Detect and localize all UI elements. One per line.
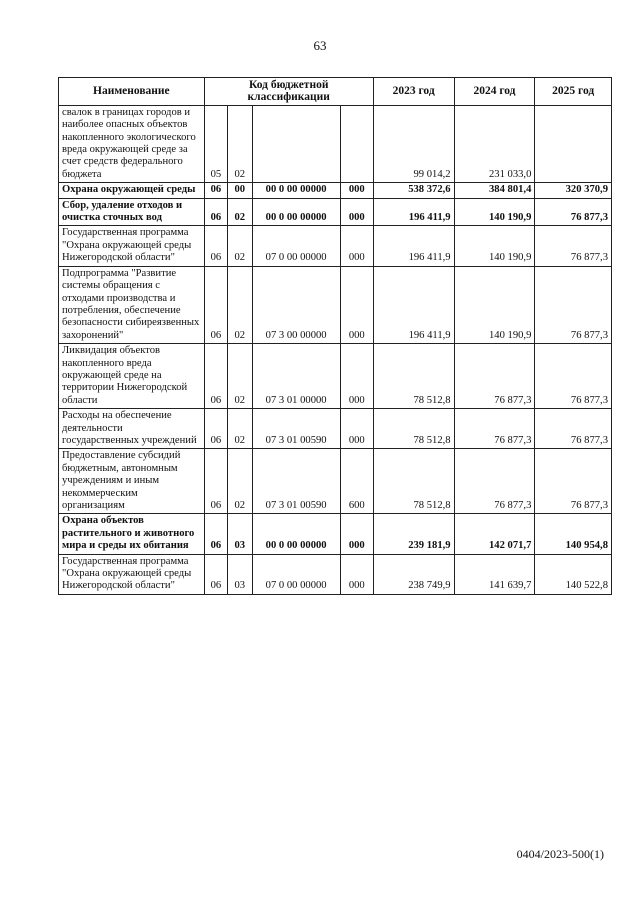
row-expense-type: 600 (340, 449, 373, 514)
row-name: Охрана окружающей среды (59, 183, 205, 198)
header-name: Наименование (59, 78, 205, 106)
row-section: 06 (204, 198, 227, 226)
row-section: 05 (204, 105, 227, 182)
row-2024: 140 190,9 (454, 198, 535, 226)
row-2023: 78 512,8 (373, 344, 454, 409)
table-row (59, 266, 612, 343)
row-2025: 76 877,3 (535, 449, 612, 514)
row-2025: 76 877,3 (535, 226, 612, 266)
row-target-article: 00 0 00 00000 (252, 183, 340, 198)
table-row (59, 409, 612, 449)
row-section: 06 (204, 266, 227, 343)
row-subsection: 02 (228, 226, 252, 266)
table-row (59, 226, 612, 266)
row-subsection: 02 (228, 105, 252, 182)
page-number: 63 (313, 38, 327, 53)
row-name: Подпрограмма "Развитие системы обращения с отходами производства и потребления, обеспечение безопасности сибиреязвенных захоронений" (59, 266, 205, 343)
header-2025: 2025 год (535, 78, 612, 106)
row-2023: 239 181,9 (373, 514, 454, 554)
row-2025: 140 522,8 (535, 554, 612, 594)
row-expense-type: 000 (340, 266, 373, 343)
row-target-article: 07 0 00 00000 (252, 554, 340, 594)
row-target-article: 07 3 01 00590 (252, 409, 340, 449)
row-expense-type: 000 (340, 409, 373, 449)
table-row (59, 344, 612, 409)
row-name: Предоставление субсидий бюджетным, автономным учреждениям и иным некоммерческим организациям (59, 449, 205, 514)
document-code: 0404/2023-500(1) (516, 847, 604, 861)
row-2024: 384 801,4 (454, 183, 535, 198)
row-2025: 140 954,8 (535, 514, 612, 554)
row-name: Охрана объектов растительного и животного мира и среды их обитания (59, 514, 205, 554)
header-2023: 2023 год (373, 78, 454, 106)
row-2024: 142 071,7 (454, 514, 535, 554)
row-section: 06 (204, 449, 227, 514)
header-row (59, 78, 612, 106)
table-row (59, 183, 612, 198)
row-target-article: 00 0 00 00000 (252, 514, 340, 554)
row-2025: 320 370,9 (535, 183, 612, 198)
row-section: 06 (204, 344, 227, 409)
row-2023: 538 372,6 (373, 183, 454, 198)
row-2023: 196 411,9 (373, 198, 454, 226)
row-subsection: 02 (228, 409, 252, 449)
row-subsection: 00 (228, 183, 252, 198)
row-expense-type: 000 (340, 344, 373, 409)
row-expense-type (340, 105, 373, 182)
row-name: Ликвидация объектов накопленного вреда окружающей среде на территории Нижегородской области (59, 344, 205, 409)
row-target-article: 07 0 00 00000 (252, 226, 340, 266)
row-2024: 140 190,9 (454, 226, 535, 266)
row-target-article (252, 105, 340, 182)
budget-table (58, 77, 612, 595)
row-2023: 196 411,9 (373, 226, 454, 266)
table-row (59, 514, 612, 554)
row-section: 06 (204, 514, 227, 554)
row-2024: 76 877,3 (454, 449, 535, 514)
row-2023: 196 411,9 (373, 266, 454, 343)
row-2024: 76 877,3 (454, 409, 535, 449)
row-2024: 140 190,9 (454, 266, 535, 343)
row-name: Государственная программа "Охрана окружающей среды Нижегородской области" (59, 554, 205, 594)
row-2023: 99 014,2 (373, 105, 454, 182)
row-2024: 141 639,7 (454, 554, 535, 594)
row-2025: 76 877,3 (535, 409, 612, 449)
row-section: 06 (204, 183, 227, 198)
row-2023: 78 512,8 (373, 409, 454, 449)
row-2025 (535, 105, 612, 182)
row-expense-type: 000 (340, 198, 373, 226)
row-target-article: 07 3 01 00000 (252, 344, 340, 409)
row-2025: 76 877,3 (535, 344, 612, 409)
row-name: Государственная программа "Охрана окружающей среды Нижегородской области" (59, 226, 205, 266)
row-2025: 76 877,3 (535, 198, 612, 226)
row-expense-type: 000 (340, 226, 373, 266)
row-section: 06 (204, 226, 227, 266)
row-subsection: 02 (228, 198, 252, 226)
table-row (59, 198, 612, 226)
row-subsection: 02 (228, 449, 252, 514)
row-expense-type: 000 (340, 554, 373, 594)
row-2023: 78 512,8 (373, 449, 454, 514)
row-target-article: 00 0 00 00000 (252, 198, 340, 226)
table-row (59, 554, 612, 594)
row-name: свалок в границах городов и наиболее опасных объектов накопленного экологического вреда окружающей среде за счет средств федерального бюджета (59, 105, 205, 182)
row-name: Расходы на обеспечение деятельности государственных учреждений (59, 409, 205, 449)
row-section: 06 (204, 409, 227, 449)
row-subsection: 03 (228, 514, 252, 554)
row-subsection: 02 (228, 266, 252, 343)
header-code: Код бюджетной классификации (204, 78, 373, 106)
row-subsection: 03 (228, 554, 252, 594)
header-2024: 2024 год (454, 78, 535, 106)
row-target-article: 07 3 01 00590 (252, 449, 340, 514)
table-row (59, 105, 612, 182)
row-expense-type: 000 (340, 514, 373, 554)
row-section: 06 (204, 554, 227, 594)
row-name: Сбор, удаление отходов и очистка сточных вод (59, 198, 205, 226)
row-expense-type: 000 (340, 183, 373, 198)
row-subsection: 02 (228, 344, 252, 409)
row-2025: 76 877,3 (535, 266, 612, 343)
row-2024: 76 877,3 (454, 344, 535, 409)
row-2024: 231 033,0 (454, 105, 535, 182)
table-row (59, 449, 612, 514)
row-2023: 238 749,9 (373, 554, 454, 594)
row-target-article: 07 3 00 00000 (252, 266, 340, 343)
